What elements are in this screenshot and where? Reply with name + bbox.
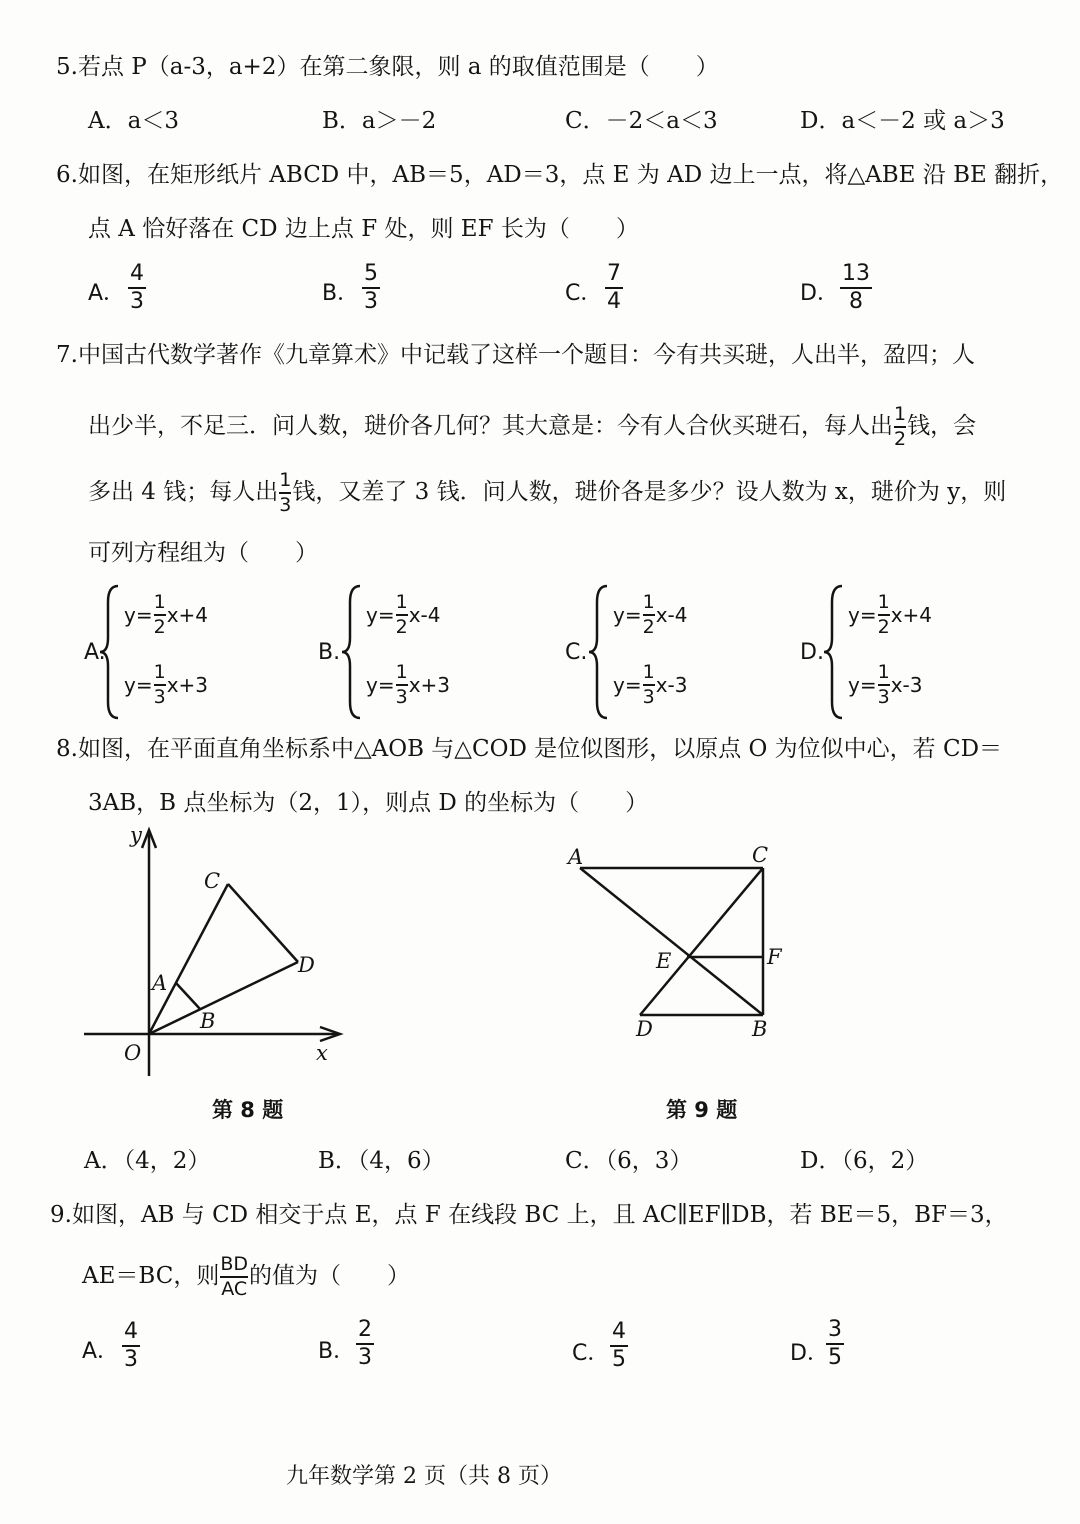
q9-option-c-fraction: 4 5 xyxy=(612,1319,626,1372)
q8-stem-line2: 3AB，B 点坐标为（2，1），则点 D 的坐标为（ ） xyxy=(88,790,649,816)
q7-option-b xyxy=(318,582,468,722)
q7-option-a-label: A. xyxy=(84,640,106,665)
fig9-label-d: D xyxy=(636,1017,653,1041)
q7-option-d-label: D. xyxy=(800,640,824,665)
q7-option-c xyxy=(565,582,715,722)
segment-dc xyxy=(640,868,763,1015)
q9-option-d-label: D． xyxy=(790,1341,829,1366)
q7-option-c-eq2: y= 1 3 x-3 xyxy=(613,661,688,708)
q6-option-b-label: B． xyxy=(322,281,360,306)
q9-option-a-fraction: 4 3 xyxy=(124,1319,138,1372)
q7-option-c-label: C. xyxy=(565,640,588,665)
fig8-caption: 第 8 题 xyxy=(212,1098,284,1122)
q8-option-a: A．（4，2） xyxy=(84,1148,211,1174)
fig9-caption: 第 9 题 xyxy=(666,1098,738,1122)
q5-option-a: A．a＜3 xyxy=(88,108,179,134)
segment-oc xyxy=(149,884,228,1034)
q9-option-c-label: C． xyxy=(572,1341,610,1366)
q7-option-a-eq2: y= 1 3 x+3 xyxy=(124,661,209,708)
figure-9 xyxy=(560,836,800,1046)
q9-option-d-fraction: 3 5 xyxy=(828,1317,842,1370)
q8-option-b: B．（4，6） xyxy=(318,1148,445,1174)
fig8-label-o: O xyxy=(124,1041,142,1065)
q9-stem-line1: 9.如图，AB 与 CD 相交于点 E，点 F 在线段 BC 上，且 AC∥EF∥DB，若 BE＝5，BF＝3， xyxy=(50,1202,1008,1228)
q7-option-b-eq2: y= 1 3 x+3 xyxy=(366,661,451,708)
brace-icon xyxy=(587,582,611,722)
q7-option-c-eq1: y= 1 2 x-4 xyxy=(613,591,688,638)
fig9-label-b: B xyxy=(752,1017,768,1041)
fig8-label-d: D xyxy=(298,953,315,977)
q8-option-d: D．（6，2） xyxy=(800,1148,929,1174)
q9-option-b-label: B． xyxy=(318,1339,356,1364)
q7-option-b-eq1: y= 1 2 x-4 xyxy=(366,591,441,638)
segment-cd xyxy=(228,884,298,962)
q7-line2: 出少半，不足三．问人数，琎价各几何？其大意是：今有人合伙买琎石，每人出 $\frac{1}{2}$ 钱，会 xyxy=(88,403,977,450)
q7-option-d-eq1: y= 1 2 x+4 xyxy=(848,591,933,638)
fig9-label-c: C xyxy=(752,843,769,867)
fig8-label-c: C xyxy=(204,869,221,893)
fig9-label-f: F xyxy=(767,945,782,969)
q6-option-a-fraction: 4 3 xyxy=(130,261,144,314)
q7-option-a-eq1: y= 1 2 x+4 xyxy=(124,591,209,638)
fig8-label-y: y xyxy=(130,823,142,847)
fig8-label-a: A xyxy=(152,971,168,995)
q5-option-b: B．a＞－2 xyxy=(322,108,437,134)
segment-od xyxy=(149,962,298,1034)
q9-option-a-label: A． xyxy=(82,1339,120,1364)
brace-icon xyxy=(340,582,364,722)
q6-stem-line1: 6.如图，在矩形纸片 ABCD 中，AB＝5，AD＝3，点 E 为 AD 边上一点，将△ABE 沿 BE 翻折， xyxy=(56,162,1064,188)
brace-icon xyxy=(822,582,846,722)
q9-stem-line2: AE＝BC，则 $\frac{BD}{AC}$ 的值为（ ） xyxy=(82,1253,410,1300)
fig8-label-x: x xyxy=(316,1041,328,1065)
q6-option-d-fraction: 13 8 xyxy=(842,261,870,314)
q5-option-d: D．a＜－2 或 a＞3 xyxy=(800,108,1005,134)
q7-line3: 多出 4 钱；每人出 $\frac{1}{3}$ 钱，又差了 3 钱．问人数，琎价各是多少？设人数为 x，琎价为 y，则 xyxy=(88,469,1007,516)
page-footer: 九年数学第 2 页（共 8 页） xyxy=(286,1464,562,1489)
q6-option-c-label: C． xyxy=(565,281,603,306)
q5-option-c: C．－2＜a＜3 xyxy=(565,108,718,134)
q8-stem-line1: 8.如图，在平面直角坐标系中△AOB 与△COD 是位似图形，以原点 O 为位似中心，若 CD＝ xyxy=(56,736,1003,762)
fig9-label-a: A xyxy=(568,845,584,869)
q7-option-d xyxy=(800,582,950,722)
q6-option-a-label: A． xyxy=(88,281,126,306)
q8-option-c: C．（6，3） xyxy=(565,1148,693,1174)
fig8-label-b: B xyxy=(200,1009,216,1033)
q6-stem-line2: 点 A 恰好落在 CD 边上点 F 处，则 EF 长为（ ） xyxy=(88,216,639,242)
q6-option-d-label: D． xyxy=(800,281,839,306)
q5-stem: 5.若点 P（a-3，a+2）在第二象限，则 a 的取值范围是（ ） xyxy=(56,54,719,80)
q7-line1: 7.中国古代数学著作《九章算术》中记载了这样一个题目：今有共买琎，人出半，盈四；人 xyxy=(56,342,975,368)
q9-option-b-fraction: 2 3 xyxy=(358,1317,372,1370)
brace-icon xyxy=(98,582,122,722)
q7-option-a xyxy=(84,582,234,722)
segment-ab xyxy=(580,868,763,1015)
q7-line4: 可列方程组为（ ） xyxy=(88,540,318,566)
q7-option-b-label: B. xyxy=(318,640,341,665)
q7-option-d-eq2: y= 1 3 x-3 xyxy=(848,661,923,708)
q6-option-b-fraction: 5 3 xyxy=(364,261,378,314)
segment-ab xyxy=(176,983,200,1009)
q6-option-c-fraction: 7 4 xyxy=(607,261,621,314)
figure-8 xyxy=(70,820,370,1090)
fig9-label-e: E xyxy=(656,949,672,973)
